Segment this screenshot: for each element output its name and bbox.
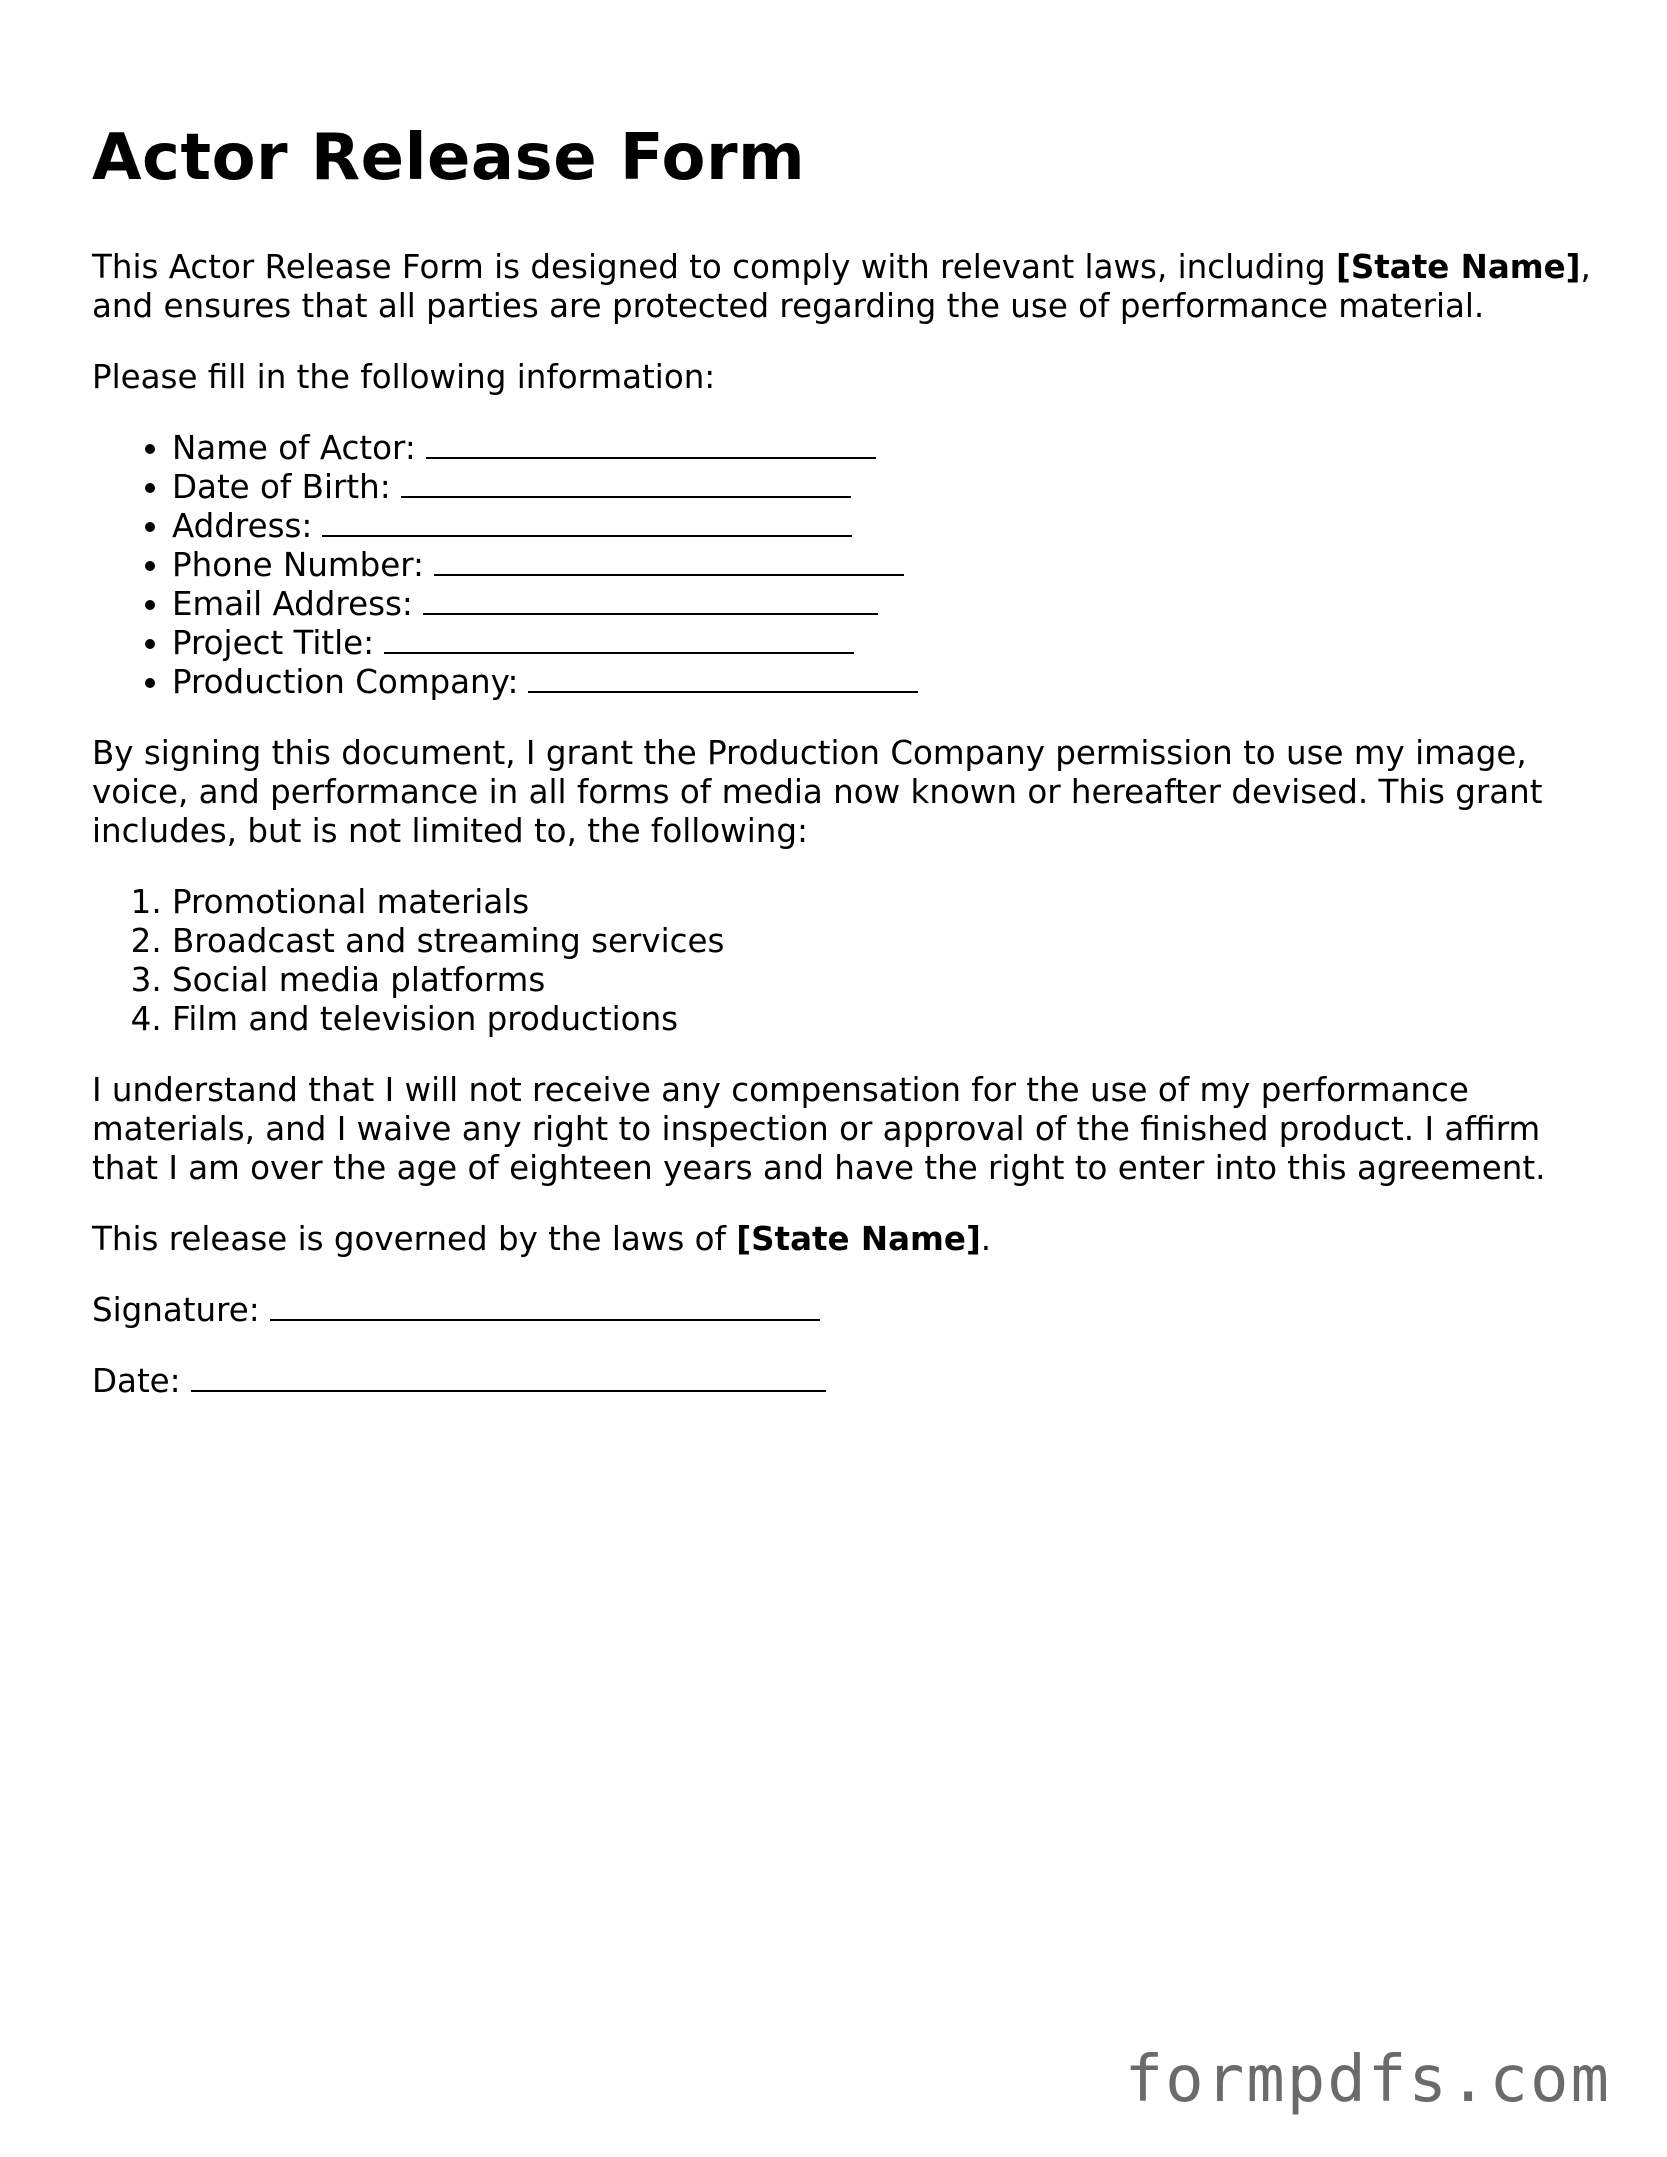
email-address-blank[interactable] bbox=[423, 585, 878, 615]
governing-text-end: . bbox=[980, 1220, 992, 1258]
production-company-blank[interactable] bbox=[528, 663, 918, 693]
list-item bbox=[172, 507, 1592, 546]
waiver-paragraph: I understand that I will not receive any compensation for the use of my performance materials, and I waive any right to inspection or approval of the finished product. I affirm that I am over the age of eighteen years and have the right to enter into this agreement. bbox=[92, 1071, 1546, 1187]
intro-paragraph bbox=[92, 248, 1592, 326]
signature-blank[interactable] bbox=[270, 1291, 820, 1321]
address-blank[interactable] bbox=[322, 507, 852, 537]
field-label-email: Email Address: bbox=[172, 585, 413, 623]
governing-law-paragraph bbox=[92, 1220, 1592, 1259]
list-item bbox=[172, 624, 1592, 663]
project-title-blank[interactable] bbox=[384, 624, 854, 654]
fill-prompt: Please fill in the following information: bbox=[92, 358, 716, 396]
list-item bbox=[172, 546, 1592, 585]
intro-state-name: [State Name] bbox=[1336, 248, 1581, 286]
intro-text-start: This Actor Release Form is designed to comply with relevant laws, including bbox=[92, 248, 1336, 286]
field-label-phone: Phone Number: bbox=[172, 546, 424, 584]
watermark-logo: formpdfs.com bbox=[1124, 2043, 1611, 2117]
list-item: 2. Broadcast and streaming services bbox=[172, 922, 1592, 961]
actor-name-blank[interactable] bbox=[426, 429, 876, 459]
date-label: Date: bbox=[92, 1362, 181, 1400]
signature-label: Signature: bbox=[92, 1291, 260, 1329]
signature-row bbox=[92, 1291, 1592, 1330]
field-label-date-of-birth: Date of Birth: bbox=[172, 468, 391, 506]
page-title: Actor Release Form bbox=[92, 121, 806, 195]
grant-paragraph: By signing this document, I grant the Production Company permission to use my image, voice, and performance in all forms of media now known or hereafter devised. This grant includes, but is not limited to, the following: bbox=[92, 734, 1543, 850]
list-item bbox=[172, 468, 1592, 507]
info-field-list bbox=[92, 429, 1592, 702]
field-label-project-title: Project Title: bbox=[172, 624, 375, 662]
media-uses-list bbox=[92, 883, 1592, 1039]
date-of-birth-blank[interactable] bbox=[401, 468, 851, 498]
list-item: 4. Film and television productions bbox=[172, 1000, 1592, 1039]
date-blank[interactable] bbox=[191, 1362, 826, 1392]
list-item bbox=[172, 663, 1592, 702]
list-item bbox=[172, 429, 1592, 468]
document-page bbox=[92, 112, 1592, 1401]
governing-text-start: This release is governed by the laws of bbox=[92, 1220, 737, 1258]
field-label-production-company: Production Company: bbox=[172, 663, 519, 701]
field-label-address: Address: bbox=[172, 507, 313, 545]
phone-number-blank[interactable] bbox=[434, 546, 904, 576]
intro-text-end: , and ensures that all parties are protected regarding the use of performance material. bbox=[92, 248, 1591, 325]
list-item bbox=[172, 585, 1592, 624]
field-label-actor-name: Name of Actor: bbox=[172, 429, 416, 467]
date-row bbox=[92, 1362, 1592, 1401]
governing-state-name: [State Name] bbox=[736, 1220, 981, 1258]
list-item: 3. Social media platforms bbox=[172, 961, 1592, 1000]
list-item: 1. Promotional materials bbox=[172, 883, 1592, 922]
